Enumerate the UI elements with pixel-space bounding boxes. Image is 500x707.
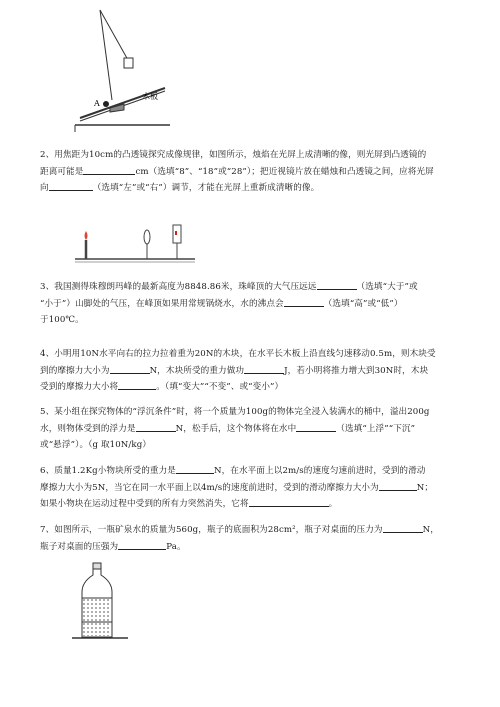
- optical-bench-figure: [70, 215, 200, 270]
- q6-text-b: N，在水平面上以2m/s的速度匀速前进时，受到的滑动: [213, 466, 426, 476]
- q4-blank-3[interactable]: [118, 379, 156, 390]
- q6-blank-3[interactable]: [249, 496, 329, 507]
- q6-blank-2[interactable]: [379, 480, 417, 491]
- q5-line-2: [40, 421, 470, 438]
- q3-line-1: [40, 279, 470, 296]
- question-4: [40, 346, 470, 396]
- q6-blank-1[interactable]: [176, 463, 214, 474]
- q7-text-c: 瓶子对桌面的压强为: [40, 541, 119, 552]
- q3-blank-1[interactable]: [317, 279, 357, 290]
- q4-blank-1[interactable]: [110, 363, 150, 374]
- q2-text-c: 向: [40, 183, 49, 193]
- board-label: 木板: [142, 92, 158, 101]
- inclined-board-figure: [70, 0, 180, 135]
- q6-text-d: N；: [416, 482, 434, 493]
- q6-text-c: 摩擦力大小为5N，当它在同一水平面上以4m/s的速度前进时，受到的滑动摩擦力大小为: [40, 482, 379, 493]
- q5-text-b: N，松手后，这个物体将在水中: [175, 423, 297, 434]
- q2-blank-2[interactable]: [49, 180, 93, 191]
- q7-blank-1[interactable]: [383, 522, 423, 533]
- q2-text-d: （选填“左”或“右”）调节，才能在光屏上重新成清晰的像。: [92, 183, 320, 193]
- q3-blank-2[interactable]: [284, 296, 324, 307]
- q3-text-a: 3、我国测得珠穆朗玛峰的最新高度为8848.86米，珠峰顶的大气压远远: [40, 282, 317, 292]
- q4-text-c: J，若小明将推力增大到30N时，木块: [284, 365, 429, 376]
- q4-text-b: N，木块所受的重力做功: [149, 365, 245, 376]
- q2-blank-1[interactable]: [83, 164, 135, 175]
- q4-line-1: 4、小明用10N水平向右的拉力拉着重为20N的木块，在水平长木板上沿直线匀速移动0.5m，则木块受: [40, 349, 436, 359]
- q4-line-2: [40, 363, 470, 380]
- q5-line-3: 或“悬浮”）。（g 取10N/kg）: [40, 440, 152, 450]
- q6-line-2: [40, 480, 470, 497]
- q5-blank-1[interactable]: [136, 421, 176, 432]
- q6-line-3: [40, 496, 470, 513]
- q2-text-a: 距离可能是: [40, 166, 84, 177]
- q5-text-a: 水，则物体受到的浮力是: [40, 423, 136, 434]
- question-3: [40, 279, 470, 329]
- question-2: [40, 147, 470, 197]
- q4-line-3: [40, 379, 470, 396]
- q7-text-a: 7、如图所示，一瓶矿泉水的质量为560g，瓶子的底面积为28cm²，瓶子对桌面的压力为: [40, 525, 383, 535]
- q2-line-3: [40, 180, 470, 197]
- q7-text-d: Pa。: [166, 541, 186, 552]
- q2-line-1: 2、用焦距为10cm的凸透镜探究成像规律，如图所示，烛焰在光屏上成清晰的像，则光屏到凸透镜的: [40, 150, 427, 160]
- q4-blank-2[interactable]: [244, 363, 284, 374]
- q6-text-a: 6、质量1.2Kg小物块所受的重力是: [40, 466, 176, 476]
- q2-line-2: [40, 164, 470, 181]
- point-a-label: A: [94, 99, 100, 108]
- q7-line-2: [40, 539, 470, 556]
- q7-text-b: N，: [422, 525, 439, 535]
- q2-text-b: cm（选填“8”、“18”或“28”）；把近视镜片放在蜡烛和凸透镜之间，应将光屏: [135, 166, 434, 177]
- question-7: [40, 522, 470, 555]
- q3-line-2: [40, 296, 470, 313]
- q5-text-c: （选填“上浮”“下沉”: [336, 423, 416, 434]
- q6-text-f: 。: [328, 499, 338, 509]
- q3-text-b: （选填“大于”或: [356, 282, 418, 292]
- q3-line-3: 于100℃。: [40, 315, 84, 325]
- q7-blank-2[interactable]: [118, 539, 166, 550]
- q5-line-1: 5、某小组在探究物体的“浮沉条件”时，将一个质量为100g的物体完全浸入装满水的桶中，溢出200g: [40, 407, 430, 417]
- q3-text-d: （选填“高”或“低”）: [323, 298, 403, 309]
- q7-line-1: [40, 522, 470, 539]
- q5-blank-2[interactable]: [296, 421, 336, 432]
- q6-line-1: [40, 463, 470, 480]
- water-bottle-figure: [70, 562, 130, 644]
- q6-text-e: 如果小物块在运动过程中受到的所有力突然消失，它将: [40, 499, 249, 509]
- q4-text-d: 受到的摩擦力大小将: [40, 382, 119, 392]
- q4-text-e: 。（填“变大”“不变”、或“变小”）: [156, 382, 284, 392]
- question-5: [40, 404, 470, 454]
- question-6: [40, 463, 470, 513]
- q3-text-c: “小于”）山脚处的气压，在峰顶如果用常规锅烧水，水的沸点会: [40, 298, 284, 309]
- q4-text-a: 到的摩擦力大小为: [40, 365, 110, 376]
